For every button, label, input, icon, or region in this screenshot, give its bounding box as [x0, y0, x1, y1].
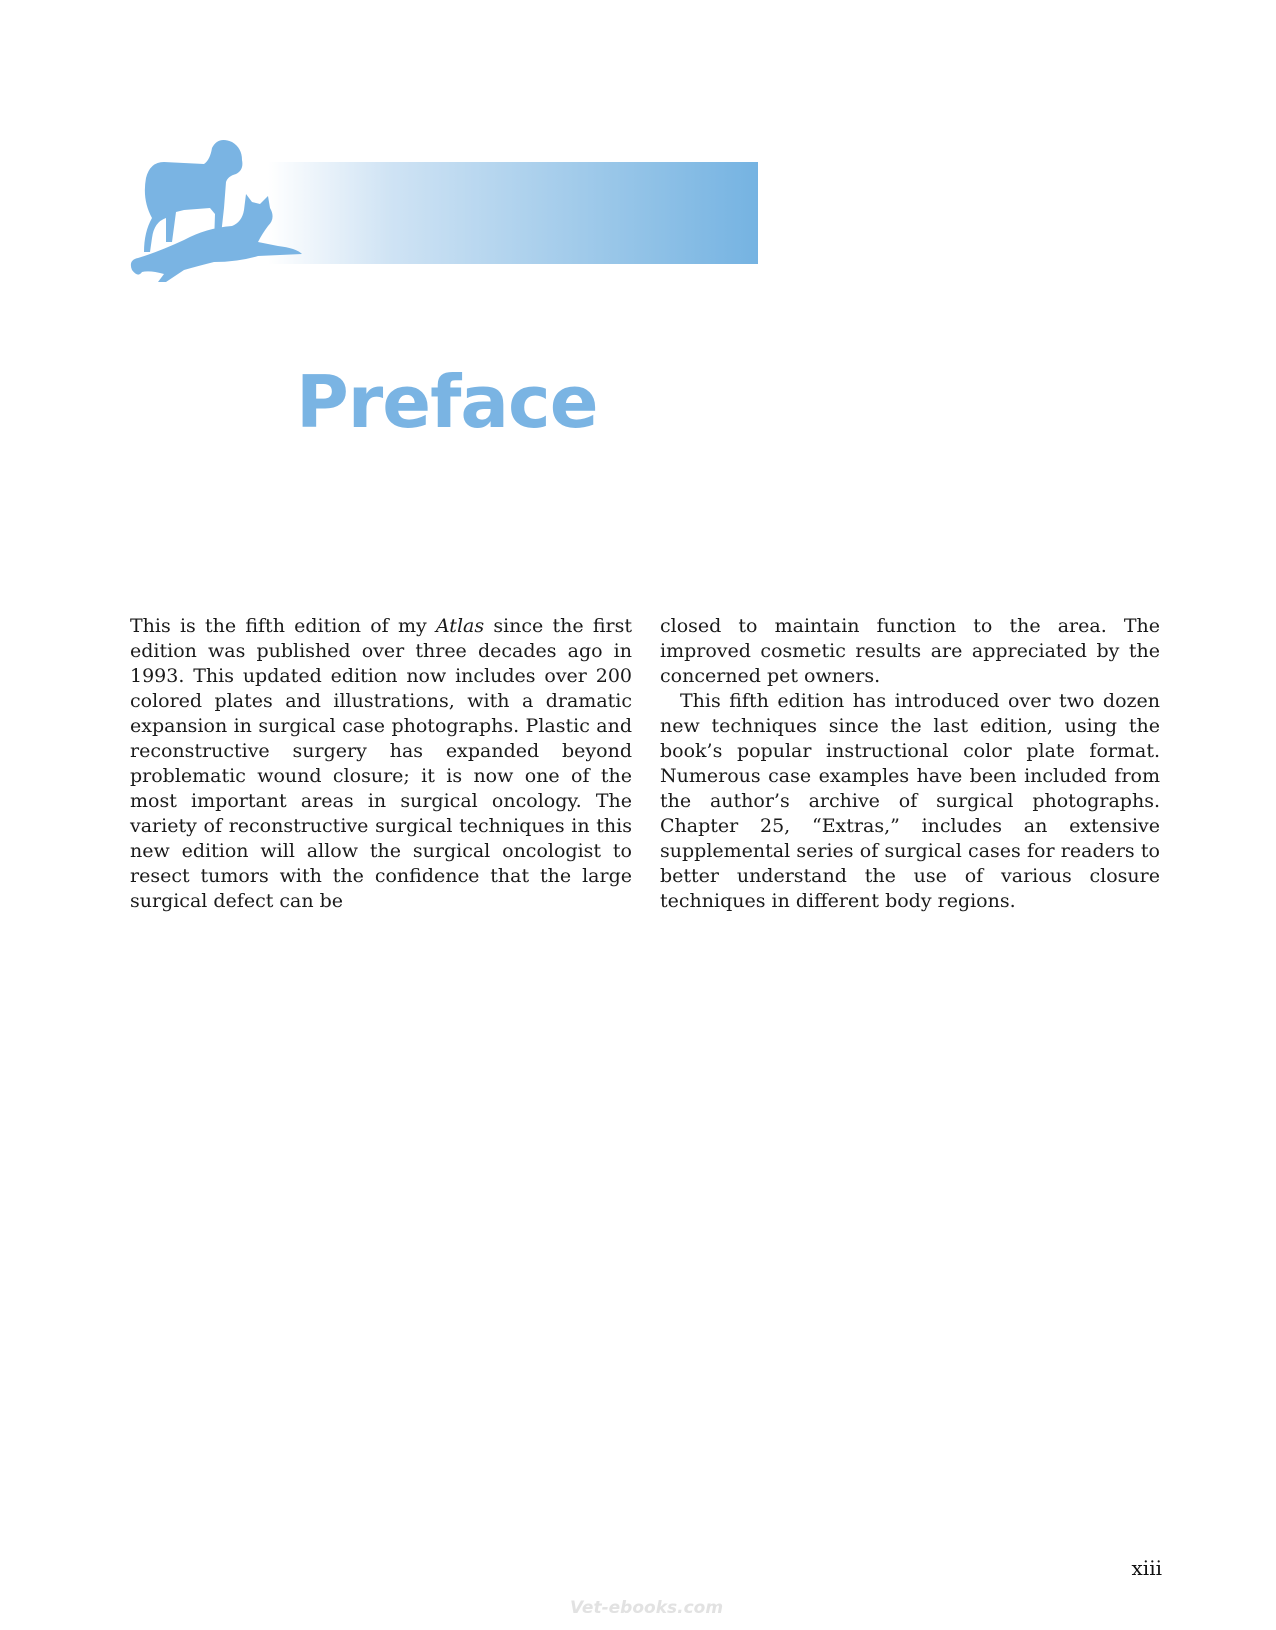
body-column-left — [130, 614, 632, 914]
chapter-header-art — [128, 138, 628, 298]
dog-and-cat-silhouette-icon — [128, 138, 318, 298]
gradient-band — [268, 162, 758, 264]
paragraph: closed to maintain function to the area. The improved cosmetic results are appreciated by the concerned pet owners. — [660, 615, 1160, 687]
watermark-logo: Vet-ebooks.com — [570, 1598, 724, 1618]
book-title-italic: Atlas — [435, 615, 485, 637]
page-number: xiii — [1131, 1556, 1162, 1580]
text-run: since the first edition was published over three decades ago in 1993. This updated edition now includes over 200 colored plates and illustrations, with a dramatic expansion in surgical case photographs. Plastic and reconstructive surgery has expanded beyond problematic wound closure; it is now one of the most important areas in surgical oncology. The variety of reconstructive surgical techniques in this new edition will allow the surgical oncologist to resect tumors with the confidence that the large surgical defect can be — [130, 615, 632, 912]
paragraph — [130, 614, 632, 914]
paragraph: This fifth edition has introduced over two dozen new techniques since the last edition, using the book’s popular instructional color plate format. Numerous case examples have been included from the author’s archive of surgical photographs. Chapter 25, “Extras,” includes an extensive supplemental series of surgical cases for readers to better understand the use of various closure techniques in different body regions. — [660, 690, 1160, 912]
text-run: This is the fifth edition of my — [130, 615, 436, 637]
body-column-right — [660, 614, 1160, 914]
page-title: Preface — [296, 360, 598, 444]
